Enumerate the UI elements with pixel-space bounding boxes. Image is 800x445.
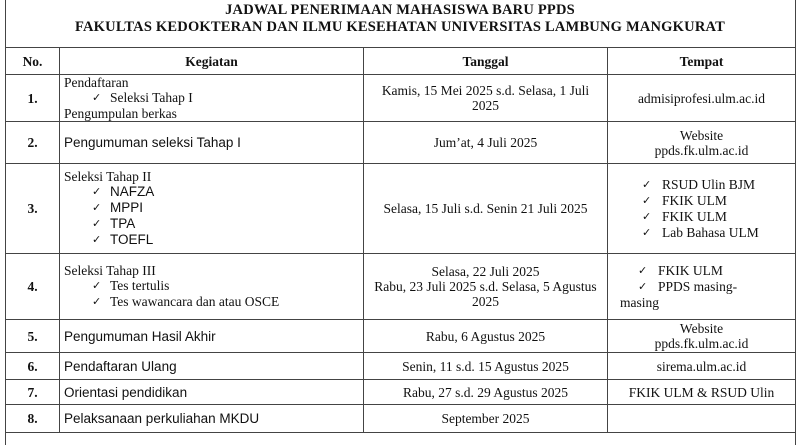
row-kegiatan [60,254,364,320]
list-item [638,279,791,295]
tempat-line: ppds.fk.ulm.ac.id [654,142,749,158]
check-icon: ✓ [642,193,652,207]
kegiatan-title: Pelaksanaan perkuliahan MKDU [64,411,260,426]
check-icon: ✓ [642,225,652,239]
list-item [92,90,359,106]
kegiatan-list [64,184,359,248]
row-tanggal: Jum’at, 4 Juli 2025 [364,122,608,164]
title-line-1: JADWAL PENERIMAAN MAHASISWA BARU PPDS [225,2,575,18]
table-row [6,320,796,353]
list-item-label: FKIK ULM [662,192,727,208]
tempat-extra: masing [620,295,659,310]
row-number: 2. [6,122,60,164]
check-icon: ✓ [92,91,102,104]
row-tempat: admisiprofesi.ulm.ac.id [608,75,796,122]
row-tanggal [364,254,608,320]
tempat-line: ppds.fk.ulm.ac.id [654,336,749,351]
check-icon: ✓ [642,177,652,191]
table-row [6,254,796,320]
list-item-label: FKIK ULM [658,263,723,278]
row-number: 5. [6,320,60,353]
row-tempat: sirema.ulm.ac.id [608,353,796,380]
kegiatan-title: Pengumuman seleksi Tahap I [64,135,241,150]
tempat-list [612,263,791,295]
list-item-label: TOEFL [110,232,154,247]
kegiatan-title: Seleksi Tahap III [64,263,156,278]
table-row [6,122,796,164]
tanggal-line: Selasa, 22 Juli 2025 [431,264,540,279]
check-icon: ✓ [92,201,102,214]
check-icon: ✓ [638,264,648,277]
check-icon: ✓ [92,185,102,198]
column-header-tanggal: Tanggal [364,48,608,75]
table-row [6,75,796,122]
row-kegiatan [60,380,364,405]
list-item-label: NAFZA [110,184,155,199]
row-kegiatan [60,320,364,353]
list-item-label: Lab Bahasa ULM [662,224,759,240]
row-tanggal: Rabu, 6 Agustus 2025 [364,320,608,353]
kegiatan-title: Orientasi pendidikan [64,384,188,400]
list-item [92,232,359,248]
kegiatan-list [64,90,359,106]
kegiatan-title: Pengumuman Hasil Akhir [64,328,216,344]
table-row [6,164,796,254]
row-tempat [608,122,796,164]
row-tanggal: Senin, 11 s.d. 15 Agustus 2025 [364,353,608,380]
kegiatan-title: Seleksi Tahap II [64,169,152,184]
kegiatan-list [64,278,359,310]
row-tempat [608,164,796,254]
list-item [642,193,791,209]
row-number: 1. [6,75,60,122]
row-tempat [608,405,796,433]
list-item-label: FKIK ULM [662,208,727,224]
table-row [6,353,796,380]
table-row [6,380,796,405]
document-header [0,2,800,36]
check-icon: ✓ [638,280,648,293]
list-item-label: Tes tertulis [110,278,170,293]
check-icon: ✓ [642,209,652,223]
row-tanggal: Rabu, 27 s.d. 29 Agustus 2025 [364,380,608,405]
column-header-tempat: Tempat [608,48,796,75]
row-tanggal: Selasa, 15 Juli s.d. Senin 21 Juli 2025 [364,164,608,254]
tempat-line: Website [679,127,724,143]
list-item [92,278,359,294]
tanggal-line: Rabu, 23 Juli 2025 s.d. Selasa, 5 Agustus 2025 [374,279,597,309]
check-icon: ✓ [92,295,102,308]
row-number: 8. [6,405,60,433]
row-number: 4. [6,254,60,320]
row-number: 3. [6,164,60,254]
check-icon: ✓ [92,233,102,246]
list-item [642,177,791,193]
tempat-list [612,177,791,241]
row-kegiatan [60,405,364,433]
list-item-label: TPA [110,216,136,231]
title-line-2: FAKULTAS KEDOKTERAN DAN ILMU KESEHATAN UNIVERSITAS LAMBUNG MANGKURAT [75,19,725,35]
column-header-kegiatan: Kegiatan [60,48,364,75]
list-item-label: Seleksi Tahap I [110,90,193,105]
row-tempat [608,320,796,353]
list-item [638,263,791,279]
list-item [92,294,359,310]
list-item-label: PPDS masing- [658,279,738,294]
list-item-label: MPPI [110,200,144,215]
schedule-table [5,47,796,433]
check-icon: ✓ [92,217,102,230]
list-item-label: RSUD Ulin BJM [662,176,756,192]
table-header-row [6,48,796,75]
row-tempat [608,254,796,320]
row-tanggal: September 2025 [364,405,608,433]
list-item [92,184,359,200]
row-kegiatan [60,75,364,122]
tempat-line: Website [679,321,724,336]
row-kegiatan [60,353,364,380]
column-header-no: No. [6,48,60,75]
row-tanggal: Kamis, 15 Mei 2025 s.d. Selasa, 1 Juli 2025 [364,75,608,122]
kegiatan-title: Pendaftaran Ulang [64,358,177,374]
row-number: 7. [6,380,60,405]
list-item [92,216,359,232]
row-tempat: FKIK ULM & RSUD Ulin [608,380,796,405]
row-kegiatan [60,122,364,164]
list-item [92,200,359,216]
check-icon: ✓ [92,279,102,292]
kegiatan-extra: Pengumpulan berkas [64,106,177,121]
kegiatan-title: Pendaftaran [64,75,129,90]
table-row [6,405,796,433]
row-number: 6. [6,353,60,380]
list-item-label: Tes wawancara dan atau OSCE [110,294,280,309]
list-item [642,225,791,241]
list-item [642,209,791,225]
row-kegiatan [60,164,364,254]
